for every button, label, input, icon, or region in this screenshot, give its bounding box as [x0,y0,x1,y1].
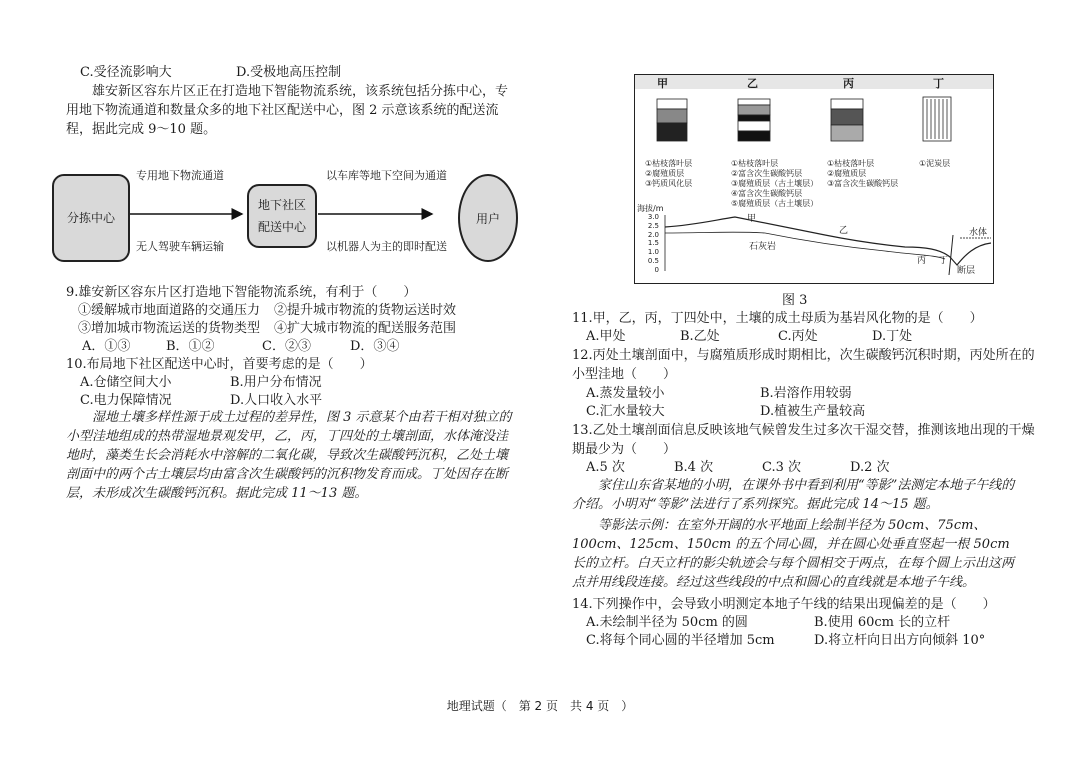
legend-yi-5: ⑤腐殖质层（古土壤层） [731,199,819,208]
q10-stem: 10.布局地下社区配送中心时，首要考虑的是（ ） [66,357,373,372]
q13-stem-2: 期最少为（ ） [572,442,677,457]
q8-option-d: D.受极地高压控制 [236,65,342,80]
q9-option-d: D．③④ [350,339,400,354]
tick-0-5: 0.5 [647,256,659,265]
flow-arrows [0,0,540,280]
q13-option-d: D.2 次 [850,460,890,475]
legend-yi [731,159,818,209]
profile-column-yi [738,99,770,141]
sorting-center-box: 分拣中心 [52,174,130,262]
q11-option-d: D.丁处 [872,329,913,344]
intro-q11-13: 湿地土壤多样性源于成土过程的差异性，图 3 示意某个由若干相对独立的小型洼地组成的热带湿地景观发甲，乙，丙，丁四处的土壤剖面，水体淹没洼地时，藻类生长会消耗水中溶解的二氧化碳，导致次生碳酸钙沉积，乙处土壤剖面中的两个古土壤层均由富含次生碳酸钙的沉积物发育而成。丁处因存在断层，未形成次生碳酸钙沉积。据此完成 11～13 题。 [66,410,512,501]
cross-section [665,215,991,275]
tick-1-5: 1.5 [647,239,659,248]
profile-label-yi: 乙 [839,226,849,236]
q9-statement-4: ④扩大城市物流的配送服务范围 [274,321,457,336]
q11-option-c: C.丙处 [778,329,818,344]
profile-column-bing [831,99,863,141]
intro-q9-10: 雄安新区容东片区正在打造地下智能物流系统，该系统包括分拣中心，专用地下物流通道和数量众多的地下社区配送中心，图 2 示意该系统的配送流程，据此完成 9～10 题。 [66,84,509,137]
q13-stem-1: 13.乙处土壤剖面信息反映该地气候曾发生过多次干湿交替，推测该地出现的干燥 [572,423,1035,438]
water-label: 水体 [969,228,988,238]
label-robot-delivery: 以机器人为主的即时配送 [326,240,447,253]
profile-label-bing: 丙 [917,256,927,266]
legend-bing-3: ③富含次生碳酸钙层 [827,179,899,188]
user-circle: 用户 [458,174,518,262]
legend-yi-3: ③腐殖质层（古土壤层） [731,179,819,188]
legend-bing [827,159,898,189]
q14-option-a: A.未绘制半径为 50cm 的圆 [586,615,748,630]
legend-yi-4: ④富含次生碳酸钙层 [731,189,803,198]
q9-option-a: A．①③ [82,339,131,354]
legend-bing-1: ①枯枝落叶层 [827,159,875,168]
q12-stem-1: 12.丙处土壤剖面中，与腐殖质形成时期相比，次生碳酸钙沉积时期，丙处所在的 [572,348,1035,363]
axis-label-elevation: 海拔/m [637,204,664,213]
q9-statement-2: ②提升城市物流的货物运送时效 [274,303,457,318]
tick-2-0: 2.0 [647,230,659,239]
q14-option-d: D.将立杆向日出方向倾斜 10° [814,633,986,648]
legend-bing-2: ②腐殖质层 [827,169,867,178]
tick-2-5: 2.5 [647,221,659,230]
profile-label-jia: 甲 [747,214,757,224]
shadow-method-description: 等影法示例：在室外开阔的水平地面上绘制半径为 50cm、75cm、100cm、125cm、150cm 的五个同心圆，并在圆心处垂直竖起一根 50cm 长的立杆。白天立杆的影尖轨迹会与每个圆相交于两点，在每个圆上示出这两点并用线段连接。经过这些线段的中点和圆心的直线就是本地子午线。 [572,518,1015,590]
tick-0: 0 [654,265,659,274]
intro-q14-15: 家住山东省某地的小明，在课外书中看到利用“等影”法测定本地子午线的介绍。小明对“等影”法进行了系列探究。据此完成 14～15 题。 [572,478,1015,512]
q12-option-c: C.汇水量较大 [586,404,665,419]
q10-option-b: B.用户分布情况 [230,375,322,390]
q8-option-c: C.受径流影响大 [80,65,172,80]
legend-ding [919,159,950,169]
profile-label-ding: 丁 [939,256,949,266]
community-center-line1: 地下社区 [257,198,306,212]
q11-option-a: A.甲处 [586,329,626,344]
rock-label: 石灰岩 [749,242,777,252]
q13-option-c: C.3 次 [762,460,802,475]
legend-jia-3: ③钙质风化层 [645,179,693,188]
q9-stem: 9.雄安新区容东片区打造地下智能物流系统，有利于（ ） [66,285,417,300]
q12-option-d: D.植被生产量较高 [760,404,866,419]
q10-option-c: C.电力保障情况 [80,393,172,408]
q14-option-c: C.将每个同心圆的半径增加 5cm [586,633,775,648]
profile-column-ding [923,97,951,141]
col-label-bing: 丙 [843,77,854,90]
elevation-ticks [639,213,659,275]
q11-stem: 11.甲，乙，丙，丁四处中，土壤的成土母质为基岩风化物的是（ ） [572,311,983,326]
q14-stem: 14.下列操作中，会导致小明测定本地子午线的结果出现偏差的是（ ） [572,597,996,612]
tick-3-0: 3.0 [647,213,659,221]
page-footer: 地理试题（ 第 2 页 共 4 页 ） [446,699,634,713]
label-garage-channel: 以车库等地下空间为通道 [326,169,447,182]
col-label-jia: 甲 [657,77,668,90]
q12-option-b: B.岩溶作用较弱 [760,386,852,401]
profile-column-jia [657,99,687,141]
q10-option-a: A.仓储空间大小 [80,375,172,390]
q13-option-a: A.5 次 [586,460,625,475]
tick-1-0: 1.0 [647,248,659,257]
q9-statement-3: ③增加城市物流运送的货物类型 [78,321,261,336]
figure-3-caption: 图 3 [782,293,808,308]
label-driverless-transport: 无人驾驶车辆运输 [136,240,224,253]
col-label-ding: 丁 [933,77,944,90]
q13-option-b: B.4 次 [674,460,714,475]
legend-jia-1: ①枯枝落叶层 [645,159,693,168]
legend-jia [645,159,692,189]
legend-jia-2: ②腐殖质层 [645,169,685,178]
q12-option-a: A.蒸发量较小 [586,386,665,401]
q9-statement-1: ①缓解城市地面道路的交通压力 [78,303,261,318]
q12-stem-2: 小型洼地（ ） [572,367,677,382]
legend-yi-2: ②富含次生碳酸钙层 [731,169,803,178]
legend-ding-1: ①泥炭层 [919,159,951,168]
col-label-yi: 乙 [747,77,758,90]
figure-3 [634,74,994,284]
community-center-line2: 配送中心 [257,220,306,234]
q10-option-d: D.人口收入水平 [230,393,323,408]
label-underground-channel: 专用地下物流通道 [136,169,224,182]
fault-label: 断层 [957,266,976,276]
q9-option-b: B．①② [166,339,215,354]
legend-yi-1: ①枯枝落叶层 [731,159,779,168]
q14-option-b: B.使用 60cm 长的立杆 [814,615,951,630]
q9-option-c: C．②③ [262,339,311,354]
q11-option-b: B.乙处 [680,329,720,344]
